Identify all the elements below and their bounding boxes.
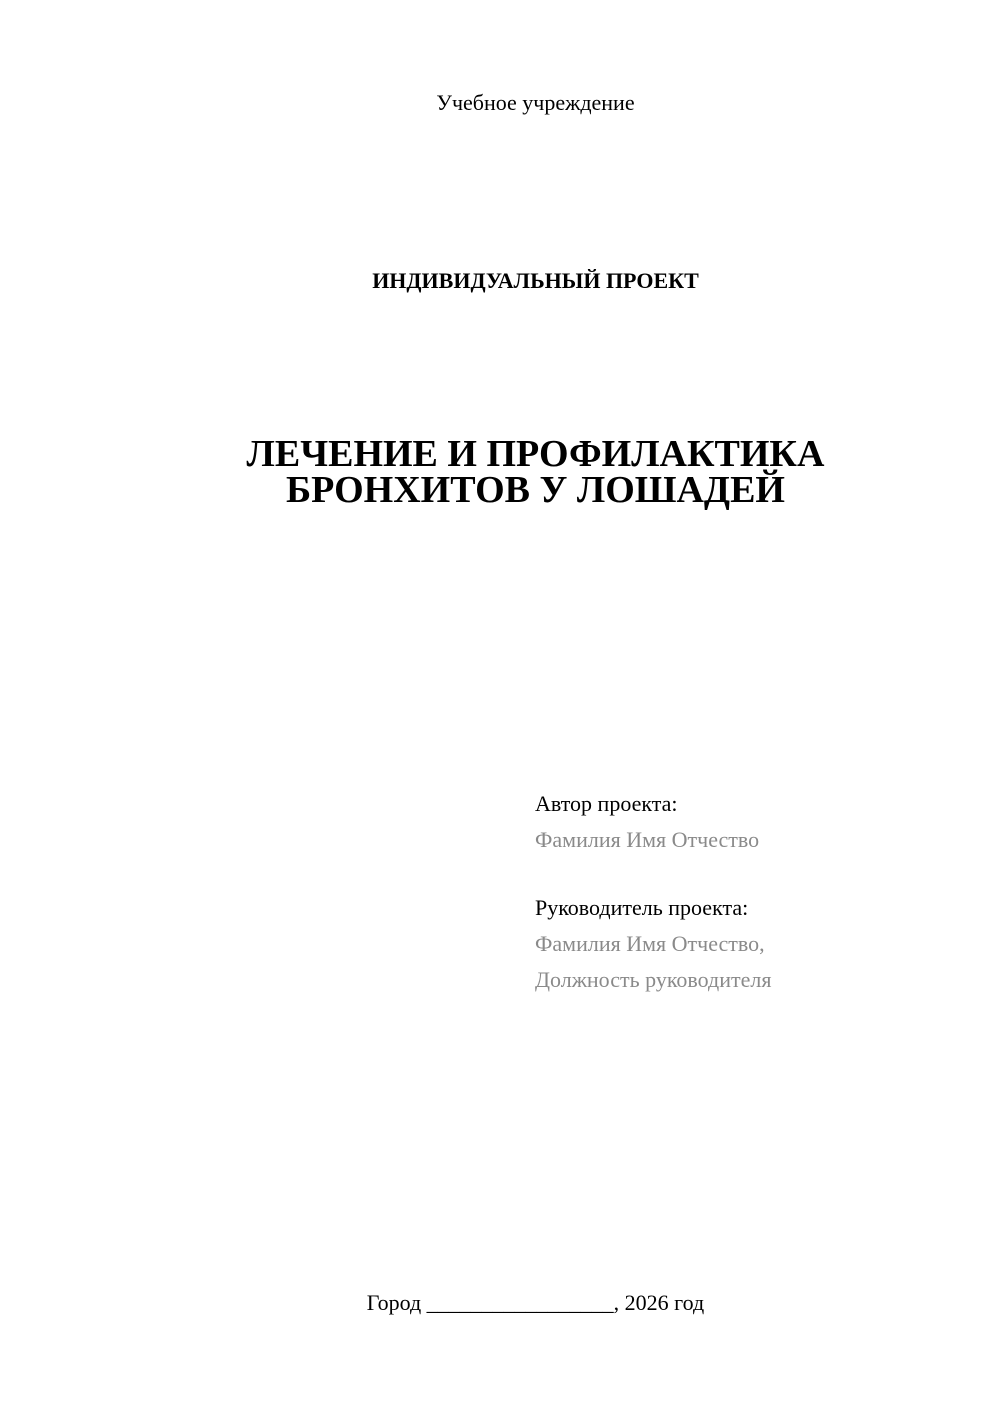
author-label: Автор проекта:: [535, 791, 678, 816]
project-title-line-2: БРОНХИТОВ У ЛОШАДЕЙ: [286, 469, 785, 511]
institution-name: Учебное учреждение: [436, 90, 635, 115]
city-year-footer: Город _________________, 2026 год: [366, 1290, 705, 1315]
spacer: [535, 858, 771, 890]
project-title-line-1: ЛЕЧЕНИЕ И ПРОФИЛАКТИКА: [246, 433, 825, 475]
project-info-block: [535, 786, 771, 998]
supervisor-label: Руководитель проекта:: [535, 895, 749, 920]
supervisor-name: Фамилия Имя Отчество,: [535, 931, 765, 956]
author-name: Фамилия Имя Отчество: [535, 827, 760, 852]
supervisor-position: Должность руководителя: [535, 967, 772, 992]
document-type-heading: ИНДИВИДУАЛЬНЫЙ ПРОЕКТ: [372, 268, 699, 293]
project-title: [0, 433, 1000, 511]
